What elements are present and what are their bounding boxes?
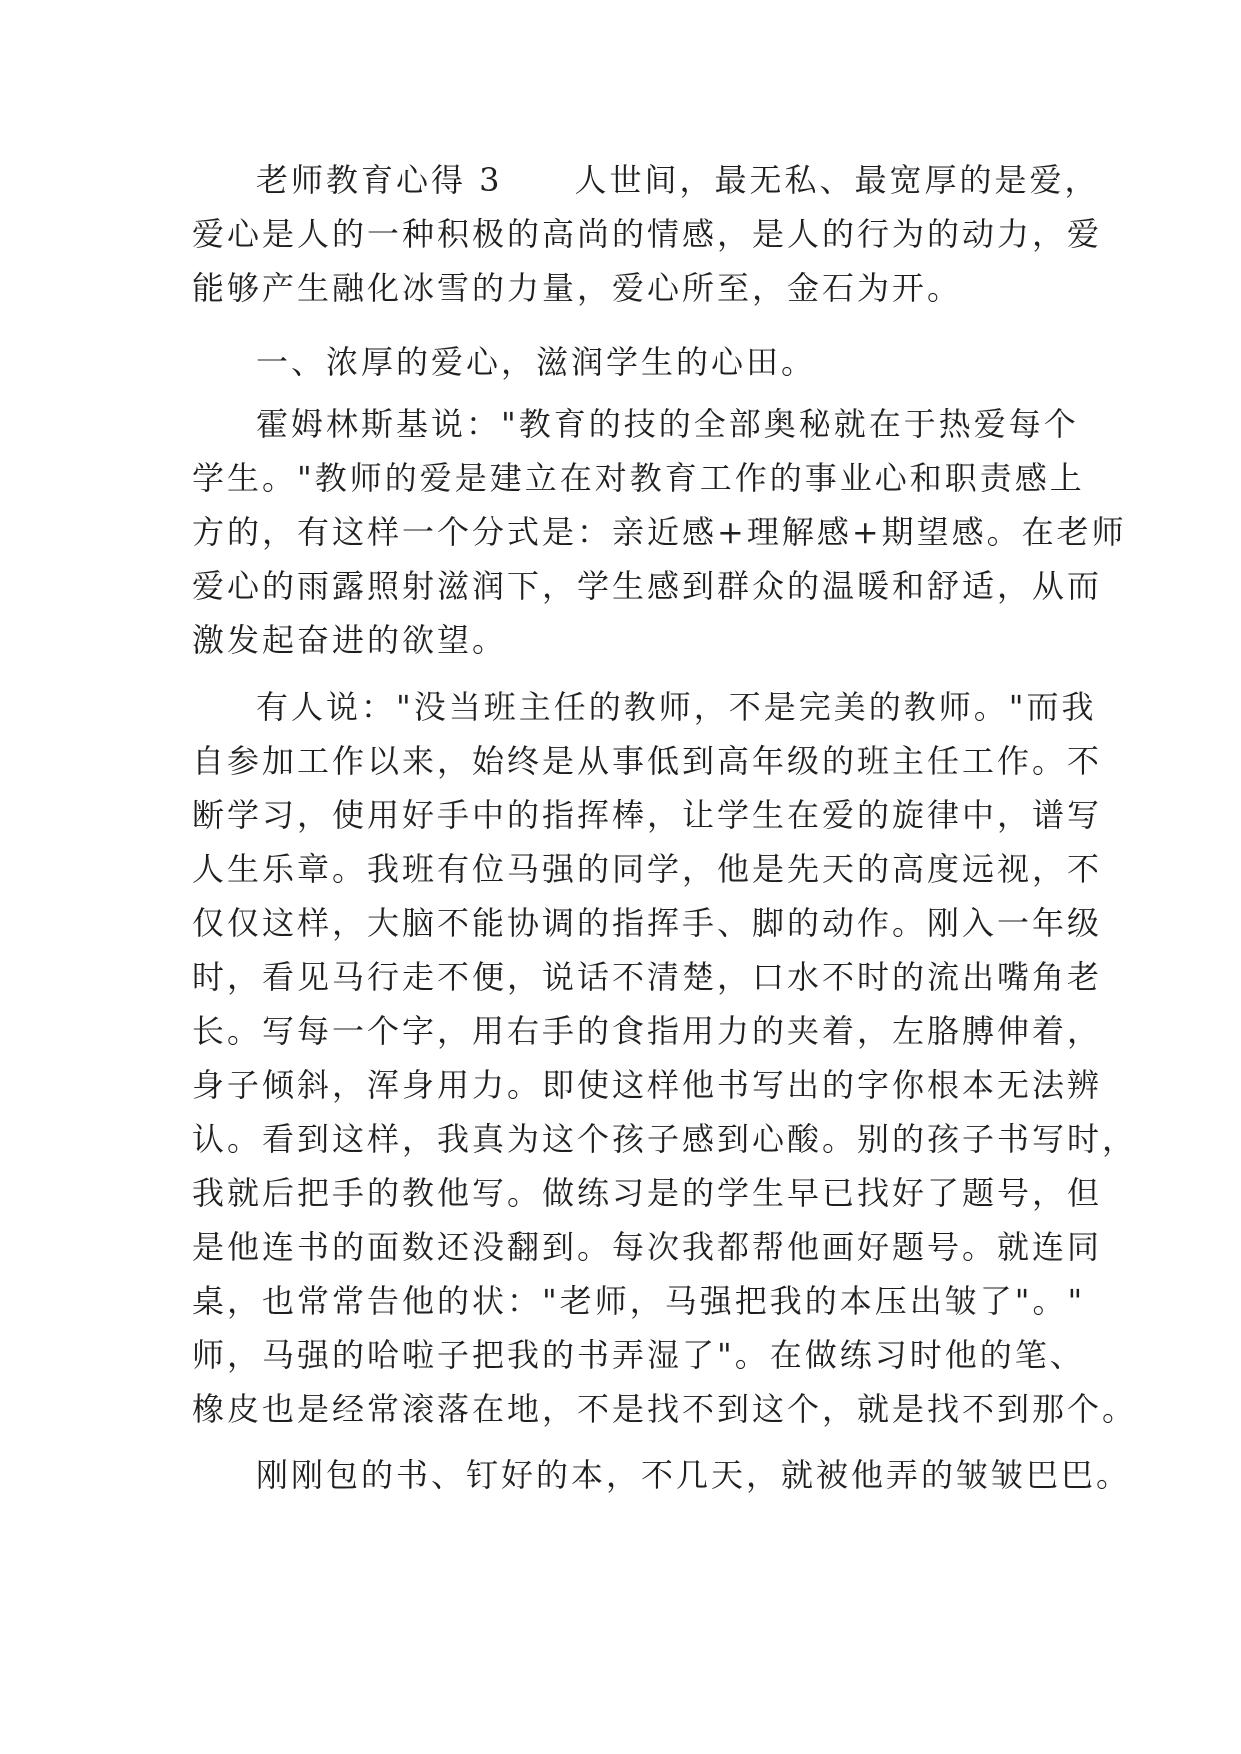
text-line: 时，看见马行走不便，说话不清楚，口水不时的流出嘴角老	[192, 958, 1103, 996]
text-line: 霍姆林斯基说："教育的技的全部奥秘就在于热爱每个	[256, 405, 1079, 443]
text-line: 有人说："没当班主任的教师，不是完美的教师。"而我	[256, 688, 1097, 726]
text-line: 刚刚包的书、钉好的本，不几天，就被他弄的皱皱巴巴。	[256, 1456, 1132, 1494]
text-line: 人生乐章。我班有位马强的同学，他是先天的高度远视，不	[192, 850, 1103, 888]
text-line: 断学习，使用好手中的指挥棒，让学生在爱的旋律中，谱写	[192, 796, 1103, 834]
text-line: 师，马强的哈啦子把我的书弄湿了"。在做练习时他的笔、	[192, 1336, 1085, 1374]
text-line: 学生。"教师的爱是建立在对教育工作的事业心和职责感上	[192, 459, 1085, 497]
text-line: 橡皮也是经常滚落在地，不是找不到这个，就是找不到那个。	[192, 1390, 1138, 1428]
first-line	[256, 158, 1100, 202]
text-line: 人世间，最无私、最宽厚的是爱，	[574, 161, 1100, 199]
text-line: 我就后把手的教他写。做练习是的学生早已找好了题号，但	[192, 1174, 1103, 1212]
document-heading: 老师教育心得 3	[256, 161, 503, 199]
text-line: 激发起奋进的欲望。	[192, 621, 508, 659]
text-line: 方的，有这样一个分式是：亲近感+理解感+期望感。在老师	[192, 513, 1127, 551]
text-line: 能够产生融化冰雪的力量，爱心所至，金石为开。	[192, 269, 963, 307]
section-heading: 一、浓厚的爱心，滋润学生的心田。	[256, 343, 817, 381]
text-line: 认。看到这样，我真为这个孩子感到心酸。别的孩子书写时，	[192, 1120, 1138, 1158]
text-line: 仅仅这样，大脑不能协调的指挥手、脚的动作。刚入一年级	[192, 904, 1103, 942]
text-line: 爱心的雨露照射滋润下，学生感到群众的温暖和舒适，从而	[192, 567, 1103, 605]
text-line: 长。写每一个字，用右手的食指用力的夹着，左胳膊伸着，	[192, 1012, 1103, 1050]
text-line: 身子倾斜，浑身用力。即使这样他书写出的字你根本无法辨	[192, 1066, 1103, 1104]
text-line: 是他连书的面数还没翻到。每次我都帮他画好题号。就连同	[192, 1228, 1103, 1266]
text-line: 爱心是人的一种积极的高尚的情感，是人的行为的动力，爱	[192, 215, 1103, 253]
text-line: 桌，也常常告他的状："老师，马强把我的本压出皱了"。"	[192, 1282, 1086, 1320]
text-line: 自参加工作以来，始终是从事低到高年级的班主任工作。不	[192, 742, 1103, 780]
